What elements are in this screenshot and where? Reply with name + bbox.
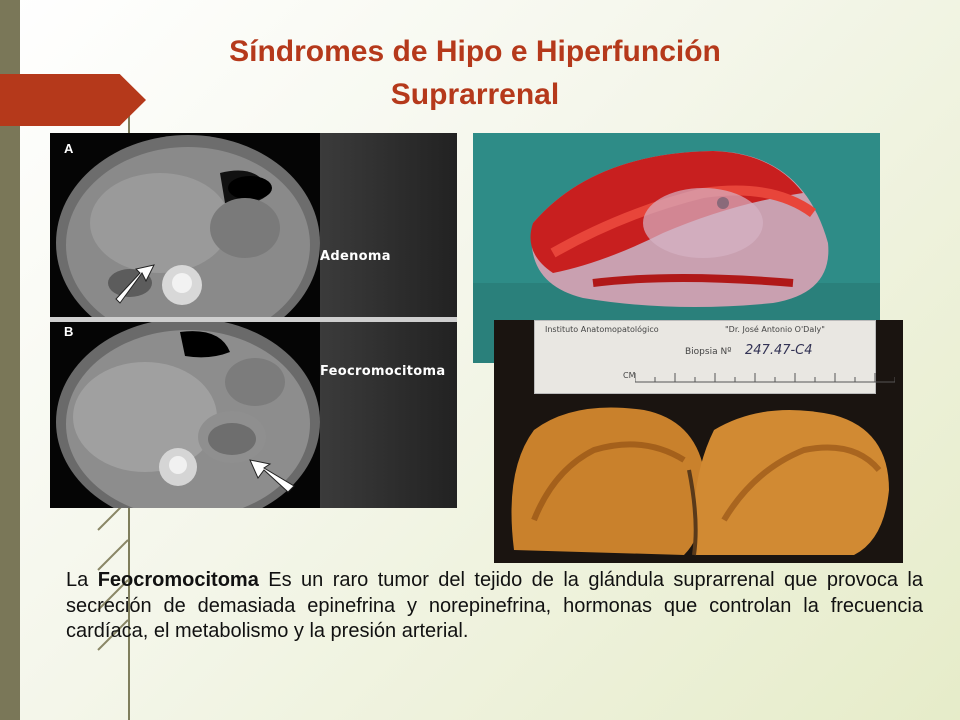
title-line-1: Síndromes de Hipo e Hiperfunción bbox=[229, 35, 721, 68]
caption-pheochromocytoma: Feocromocitoma bbox=[320, 364, 446, 379]
ct-label-b: B bbox=[64, 324, 74, 339]
card-ruler bbox=[635, 369, 895, 383]
slide-title bbox=[150, 30, 800, 116]
card-doctor: "Dr. José Antonio O'Daly" bbox=[725, 325, 825, 334]
ct-scan-pheochromocytoma bbox=[50, 322, 457, 508]
description-rest: Es un raro tumor del tejido de la glándula suprarrenal que provoca la secreción de demasiada epinefrina y norepinefrina, hormonas que controlan la frecuencia cardíaca, el metabolismo y la presión arterial. bbox=[66, 569, 923, 642]
description-term: Feocromocitoma bbox=[97, 569, 259, 591]
title-arrow-tab bbox=[0, 74, 146, 126]
card-institute: Instituto Anatomopatológico bbox=[545, 325, 659, 334]
caption-adenoma: Adenoma bbox=[320, 249, 391, 264]
card-cm-label: CM bbox=[623, 371, 636, 380]
biopsy-label-card bbox=[534, 320, 876, 394]
description-paragraph bbox=[66, 568, 923, 645]
description-lead: La bbox=[66, 569, 89, 591]
ct-scan-adenoma bbox=[50, 133, 457, 319]
sliced-specimen-photo bbox=[494, 320, 903, 563]
ct-scan-image bbox=[50, 133, 457, 508]
card-biopsy-label: Biopsia Nº bbox=[685, 347, 732, 357]
title-line-2: Suprarrenal bbox=[390, 78, 560, 111]
card-biopsy-number: 247.47-C4 bbox=[745, 343, 813, 358]
ct-label-a: A bbox=[64, 141, 74, 156]
